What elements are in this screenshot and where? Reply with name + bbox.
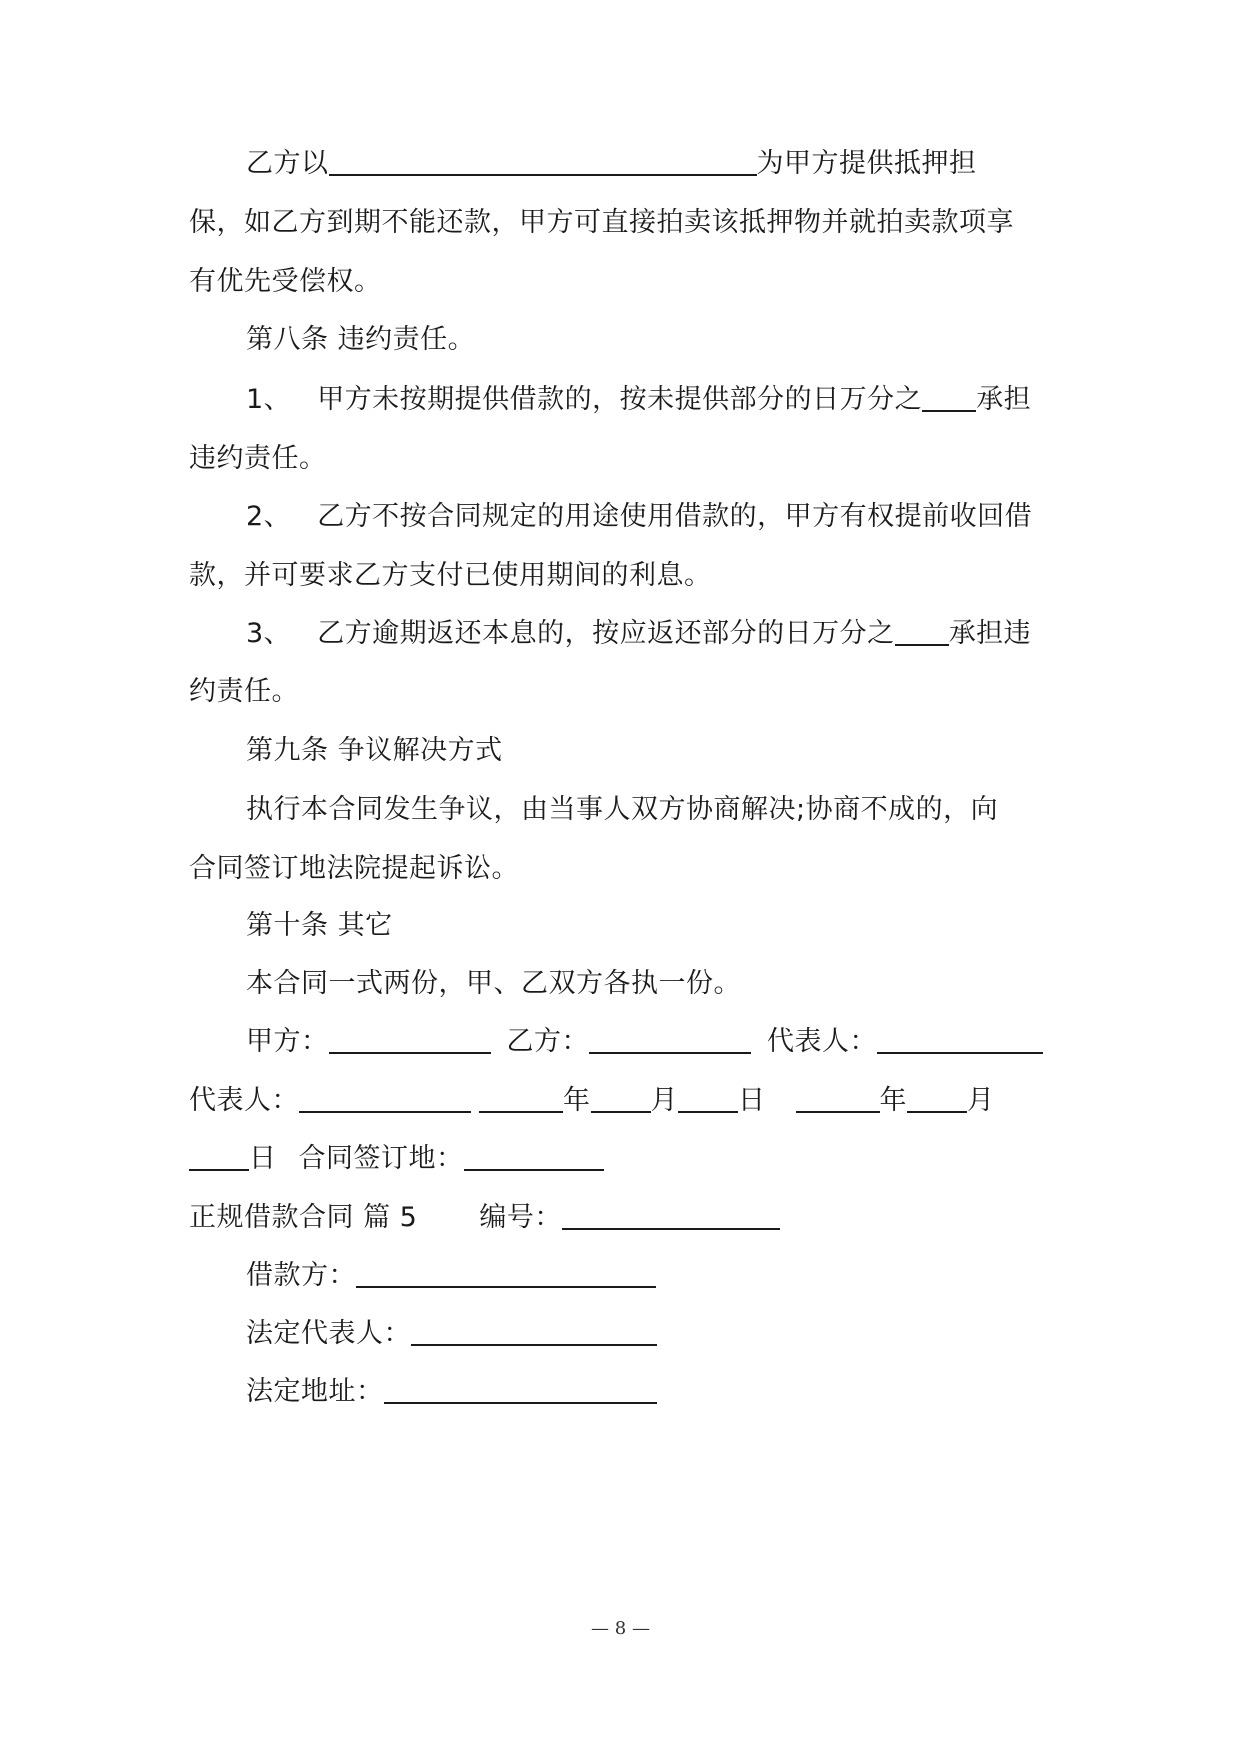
day-label: 日 xyxy=(738,1085,766,1116)
item-number: 2、 xyxy=(246,501,292,532)
legal-address-blank[interactable] xyxy=(384,1374,657,1404)
party-a-label: 甲方： xyxy=(246,1026,329,1057)
legal-rep-label: 法定代表人： xyxy=(246,1318,411,1349)
representative-blank[interactable] xyxy=(877,1024,1043,1054)
year-blank-b[interactable] xyxy=(796,1083,880,1113)
article-8-item-1-cont: 违约责任。 xyxy=(189,443,327,474)
article-8-item-1 xyxy=(246,380,1031,420)
text: 乙方不按合同规定的用途使用借款的，甲方有权提前收回借 xyxy=(317,501,1033,532)
page-number: — 8 — xyxy=(591,1618,650,1639)
article-10-heading: 第十条 其它 xyxy=(246,910,393,941)
party-a-blank[interactable] xyxy=(329,1024,491,1054)
day-blank-b[interactable] xyxy=(189,1141,249,1171)
number-label: 编号： xyxy=(479,1202,562,1233)
article-9-text-1: 执行本合同发生争议，由当事人双方协商解决;协商不成的，向 xyxy=(246,794,999,825)
representative-label: 代表人： xyxy=(767,1026,877,1057)
article-8-item-2 xyxy=(246,497,1032,537)
representative-2-label: 代表人： xyxy=(189,1085,299,1116)
signature-line-1 xyxy=(246,1022,1043,1062)
blank-collateral[interactable] xyxy=(329,146,757,176)
article-9-heading: 第九条 争议解决方式 xyxy=(246,735,503,766)
borrower-blank[interactable] xyxy=(356,1258,656,1288)
item-number: 1、 xyxy=(246,384,292,415)
month-label: 月 xyxy=(650,1085,678,1116)
text: 承担 xyxy=(976,384,1032,415)
blank-rate-3[interactable] xyxy=(895,616,949,646)
month-label: 月 xyxy=(967,1085,995,1116)
year-blank-a[interactable] xyxy=(479,1083,563,1113)
legal-address-line xyxy=(246,1372,657,1412)
month-blank-b[interactable] xyxy=(907,1083,967,1113)
legal-rep-line xyxy=(246,1314,657,1354)
blank-rate-1[interactable] xyxy=(922,382,976,412)
text: 为甲方提供抵押担 xyxy=(756,148,977,179)
signature-line-3 xyxy=(189,1139,604,1179)
representative-2-blank[interactable] xyxy=(299,1083,471,1113)
clause-collateral-line-1 xyxy=(246,144,977,184)
clause-collateral-line-3: 有优先受偿权。 xyxy=(189,266,382,297)
signature-line-2 xyxy=(189,1081,995,1121)
article-10-text: 本合同一式两份，甲、乙双方各执一份。 xyxy=(246,968,741,999)
party-b-blank[interactable] xyxy=(589,1024,751,1054)
contract-5-title xyxy=(189,1198,780,1238)
article-9-text-2: 合同签订地法院提起诉讼。 xyxy=(189,853,519,884)
article-8-heading: 第八条 违约责任。 xyxy=(246,324,476,355)
number-blank[interactable] xyxy=(562,1200,780,1230)
place-blank[interactable] xyxy=(464,1141,604,1171)
clause-collateral-line-2: 保，如乙方到期不能还款，甲方可直接拍卖该抵押物并就拍卖款项享 xyxy=(189,207,1014,238)
text: 乙方以 xyxy=(246,148,329,179)
party-b-label: 乙方： xyxy=(506,1026,589,1057)
text: 承担违 xyxy=(948,618,1032,649)
month-blank-a[interactable] xyxy=(591,1083,651,1113)
legal-address-label: 法定地址： xyxy=(246,1376,384,1407)
text: 乙方逾期返还本息的，按应返还部分的日万分之 xyxy=(317,618,895,649)
item-number: 3、 xyxy=(246,618,292,649)
article-8-item-3 xyxy=(246,614,1031,654)
legal-rep-blank[interactable] xyxy=(411,1316,657,1346)
borrower-label: 借款方： xyxy=(246,1260,356,1291)
year-label: 年 xyxy=(563,1085,591,1116)
borrower-line xyxy=(246,1256,656,1296)
text: 甲方未按期提供借款的，按未提供部分的日万分之 xyxy=(317,384,923,415)
contract-title: 正规借款合同 篇 5 xyxy=(189,1202,418,1233)
place-label: 合同签订地： xyxy=(298,1143,464,1174)
day-label: 日 xyxy=(249,1143,277,1174)
year-label: 年 xyxy=(879,1085,907,1116)
day-blank-a[interactable] xyxy=(678,1083,738,1113)
article-8-item-3-cont: 约责任。 xyxy=(189,676,299,707)
article-8-item-2-cont: 款，并可要求乙方支付已使用期间的利息。 xyxy=(189,560,712,591)
